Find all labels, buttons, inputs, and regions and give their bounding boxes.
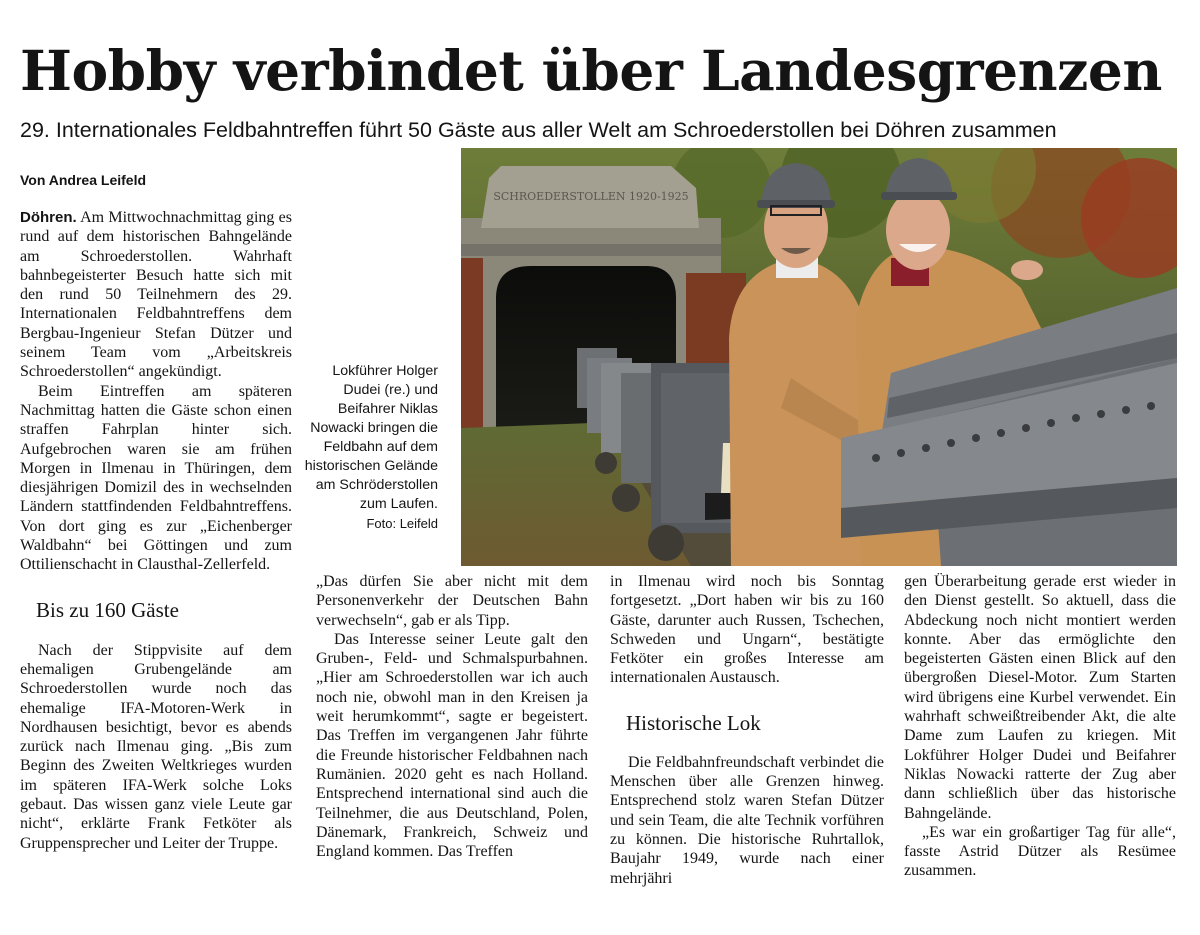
paragraph: „Das dürfen Sie aber nicht mit dem Personenverkehr der Deutschen Bahn verwechseln“, gab er als Tipp. — [316, 573, 588, 629]
paragraph-text: Am Mittwochnachmittag ging es rund auf dem historischen Bahngelände am Schroederstollen. Wahrhaft bahnbegeisterter Besuch hatte sich mit den rund 50 Teilnehmern des 29. Internationalen Feldbahntreffens dem Bergbau-Ingenieur Stefan Dützer und seinem Team vom „Arbeitskreis Schroederstollen“ angekündigt. — [20, 209, 292, 381]
paragraph: „Es war ein großartiger Tag für alle“, fasste Astrid Dützer als Resümee zusammen. — [904, 823, 1176, 880]
paragraph — [20, 208, 292, 382]
column-4 — [904, 572, 1176, 881]
column-2 — [316, 572, 588, 861]
subhead-wrap — [20, 575, 292, 641]
paragraph: gen Überarbeitung gerade erst wieder in den Dienst gestellt. So aktuell, dass die Abdeckung noch nicht montiert werden konnte. Aber das ermöglichte den begeisterten Gästen einen Blick auf den übergroßen Diesel-Motor. Zum Starten wird übrigens eine Kurbel verwendet. Ein wahrhaft schweißtreibender Akt, die alte Dame zum Laufen zu kriegen. Mit Lokführer Holger Dudei und Beifahrer Niklas Nowacki ratterte der Zug aber dann schließlich über das historische Bahngelände. — [904, 573, 1176, 822]
column-3 — [610, 572, 884, 888]
subhead-wrap — [610, 688, 884, 753]
photo-credit: Foto: Leifeld — [366, 516, 438, 531]
paragraph: in Ilmenau wird noch bis Sonntag fortgesetzt. „Dort haben wir bis zu 160 Gäste, darunter auch Russen, Tschechen, Schweden und Ungarn“, bestätigte Fetköter ein großes Interesse am internationalen Austausch. — [610, 573, 884, 687]
caption-text: Lokführer Holger Dudei (re.) und Beifahrer Niklas Nowacki bringen die Feldbahn auf dem historischen Gelände am Schröderstollen zum Laufen. — [304, 363, 438, 512]
paragraph: Nach der Stippvisite auf dem ehemaligen Grubengelände am Schroederstollen wurde noch das ehemalige IFA-Motoren-Werk in Nordhausen besichtigt, bevor es abends zurück nach Ilmenau ging. „Bis zum Beginn des Zweiten Weltkrieges wurden im späteren IFA-Werk solche Loks gebaut. Das wissen ganz viele Leute gar nicht“, erklärte Frank Fetköter als Gruppensprecher und Leiter der Truppe. — [20, 641, 292, 852]
photo-caption — [302, 362, 438, 533]
headline: Hobby verbindet über Landesgrenzen — [20, 38, 1162, 103]
subhead-bis-zu-160-gaeste: Bis zu 160 Gäste — [36, 597, 179, 622]
paragraph: Die Feldbahnfreundschaft verbindet die Menschen über alle Grenzen hinweg. Entsprechend stolz waren Stefan Dützer und sein Team, die alte Technik vorführen zu können. Die historische Ruhrtallok, Baujahr 1949, wurde nach einer mehrjähri — [610, 753, 884, 887]
article-photo — [461, 148, 1177, 566]
photo-illustration — [461, 148, 1177, 566]
byline: Von Andrea Leifeld — [20, 172, 147, 188]
paragraph: Das Interesse seiner Leute galt den Gruben-, Feld- und Schmalspurbahnen. „Hier am Schroederstollen war ich auch noch nie, obwohl man in den Kreisen ja weit herumkommt“, sagte er begeistert. Das Treffen im vergangenen Jahr führte die Freunde historischer Feldbahnen nach Rumänien. 2020 geht es nach Holland. Entsprechend international sind auch die Teilnehmer, die aus Deutschland, Polen, Dänemark, Frankreich, Schweiz und England kommen. Das Treffen — [316, 630, 588, 861]
subheadline: 29. Internationales Feldbahntreffen führt 50 Gäste aus aller Welt am Schroederstollen bei Döhren zusammen — [20, 118, 1057, 142]
column-1 — [20, 208, 292, 853]
subhead-historische-lok: Historische Lok — [626, 710, 761, 735]
portal-inscription: SCHROEDERSTOLLEN 1920-1925 — [493, 190, 689, 203]
paragraph: Beim Eintreffen am späteren Nachmittag hatten die Gäste schon einen straffen Fahrplan hinter sich. Aufgebrochen waren sie am frühen Morgen in Ilmenau in Thüringen, dem diesjährigen Domizil des in wechselnden Ländern stattfindenden Feldbahntreffens. Von dort ging es zur „Eichenberger Waldbahn“ bei Göttingen und zum Ottilienschacht in Clausthal-Zellerfeld. — [20, 382, 292, 574]
dateline: Döhren. — [20, 209, 77, 226]
